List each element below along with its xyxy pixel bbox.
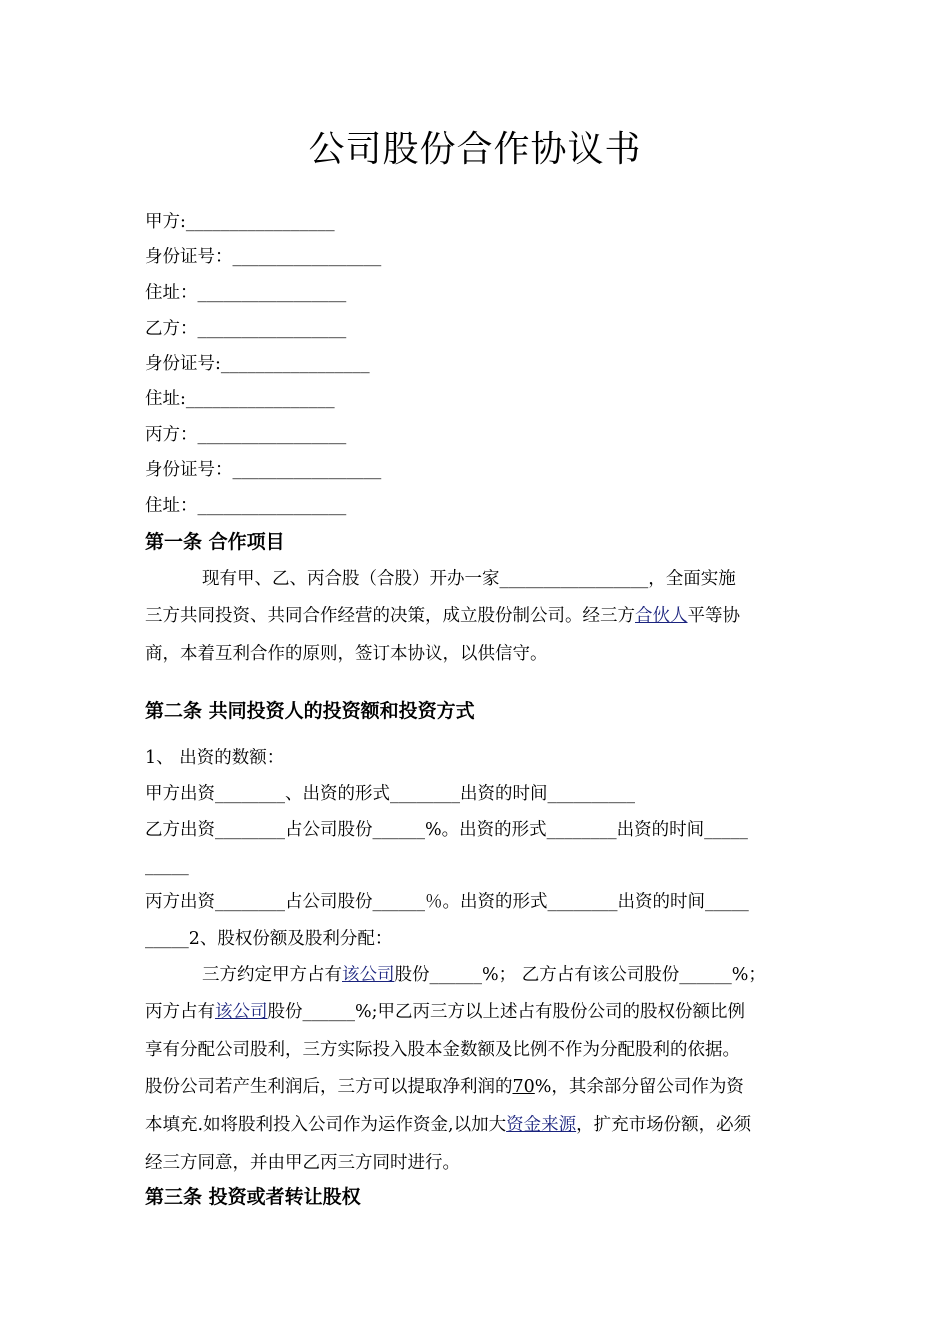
company-link[interactable]: 该公司 xyxy=(215,1002,268,1022)
article-1-line-1: 现有甲、乙、丙合股（合股）开办一家_________________，全面实施 xyxy=(202,569,736,589)
party-b-investment-2: _____ xyxy=(145,856,189,876)
dividend-line-2 xyxy=(145,1000,745,1024)
article-1-line-2 xyxy=(145,604,740,628)
party-b-investment-1: 乙方出资________占公司股份______%。出资的形式________出资的时间_____ xyxy=(145,820,748,840)
text-segment: 股份公司若产生利润后，三方可以提取净利润的 xyxy=(145,1077,513,1097)
party-c-investment-1: 丙方出资________占公司股份______％。出资的形式________出资的时间_____ xyxy=(145,892,749,912)
dividend-line-3: 享有分配公司股利，三方实际投入股本金数额及比例不作为分配股利的依据。 xyxy=(145,1040,740,1060)
text-segment: 平等协 xyxy=(687,606,740,626)
party-b-id: 身份证号:_________________ xyxy=(145,354,370,374)
dividend-line-5 xyxy=(145,1113,751,1137)
document-title: 公司股份合作协议书 xyxy=(308,129,642,170)
text-segment: 丙方占有 xyxy=(145,1002,215,1022)
text-segment: 本填充.如将股利投入公司作为运作资金,以加大 xyxy=(145,1115,507,1135)
text-segment: 三方约定甲方占有 xyxy=(202,965,342,985)
text-segment: 三方共同投资、共同合作经营的决策，成立股份制公司。经三方 xyxy=(145,606,635,626)
text-segment: 股份______%； 乙方占有该公司股份______%； xyxy=(394,965,766,985)
party-a-investment: 甲方出资________、出资的形式________出资的时间__________ xyxy=(145,784,635,804)
party-a-id: 身份证号：_________________ xyxy=(145,247,382,267)
party-a-name: 甲方:_________________ xyxy=(145,212,335,232)
dividend-line-4 xyxy=(145,1075,744,1099)
party-c-address: 住址：_________________ xyxy=(145,496,347,516)
party-c-investment-2: _____2、股权份额及股利分配： xyxy=(145,929,393,949)
dividend-line-1 xyxy=(202,963,766,987)
article-3-heading: 第三条 投资或者转让股权 xyxy=(145,1186,361,1208)
party-c-name: 丙方：_________________ xyxy=(145,425,347,445)
party-b-name: 乙方：_________________ xyxy=(145,319,347,339)
party-b-address: 住址:_________________ xyxy=(145,389,335,409)
company-link[interactable]: 该公司 xyxy=(342,965,395,985)
text-segment: ，扩充市场份额，必须 xyxy=(576,1115,752,1135)
article-1-line-3: 商，本着互利合作的原则，签订本协议，以供信守。 xyxy=(145,644,548,664)
investment-amount-label: 1、 出资的数额： xyxy=(145,748,285,768)
text-segment: %，其余部分留公司作为资 xyxy=(534,1077,744,1097)
party-c-id: 身份证号：_________________ xyxy=(145,460,382,480)
dividend-line-6: 经三方同意，并由甲乙丙三方同时进行。 xyxy=(145,1153,460,1173)
funding-source-link[interactable]: 资金来源 xyxy=(506,1115,577,1135)
text-segment: 股份______%;甲乙丙三方以上述占有股份公司的股权份额比例 xyxy=(267,1002,746,1022)
party-a-address: 住址：_________________ xyxy=(145,283,347,303)
article-2-heading: 第二条 共同投资人的投资额和投资方式 xyxy=(145,700,475,722)
article-1-heading: 第一条 合作项目 xyxy=(145,531,285,553)
partner-link[interactable]: 合伙人 xyxy=(635,606,688,626)
profit-percent: 70 xyxy=(512,1077,535,1097)
